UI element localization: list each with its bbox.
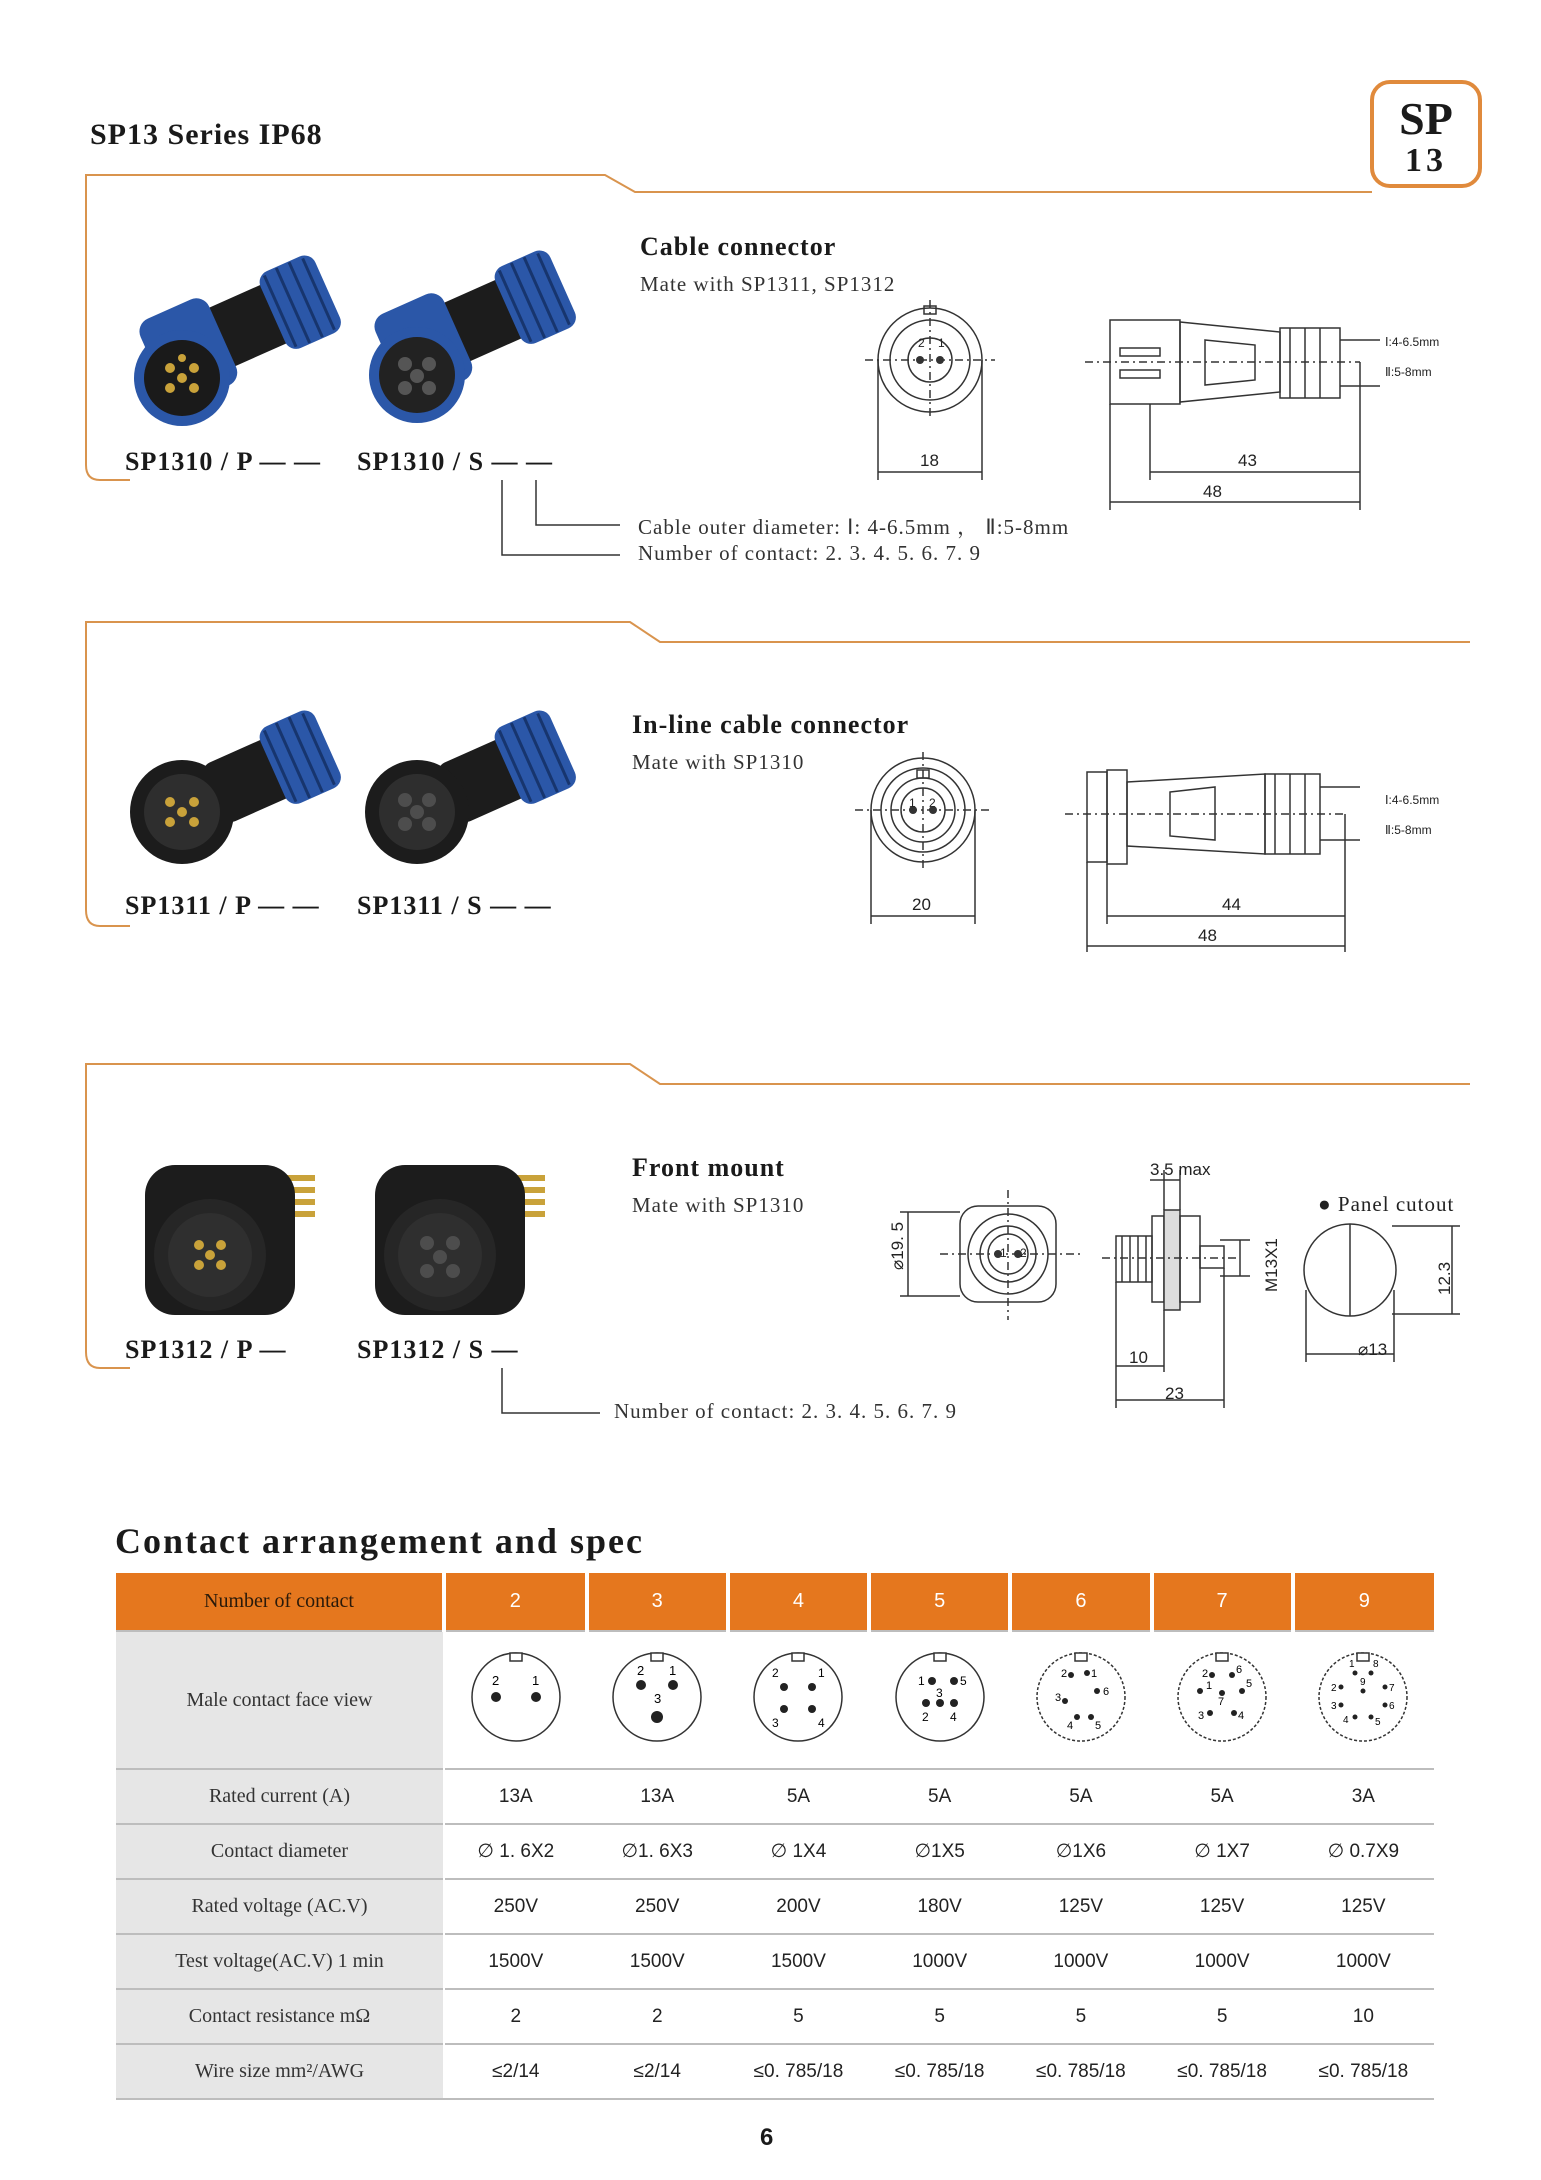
table-cell: 1500V [728, 1934, 869, 1989]
badge-top: SP [1399, 93, 1453, 144]
face-pin-label: 1 [917, 1674, 925, 1688]
section-title-inline: In-line cable connector [632, 710, 910, 739]
table-cell: 200V [728, 1879, 869, 1934]
table-cell: 1000V [1293, 1934, 1434, 1989]
product-photo-sp1310-p [110, 245, 360, 435]
face-diagram-5 [890, 1647, 990, 1747]
front-mount-drawing [880, 1150, 1480, 1420]
table-cell: ≤2/14 [587, 2044, 728, 2099]
table-row [116, 1934, 1434, 1989]
model-sp1311-p: SP1311 / P — — [125, 891, 320, 920]
face-2pin [444, 1631, 587, 1769]
inline-dim-44: 44 [1222, 895, 1241, 914]
cable-diameter-note: Cable outer diameter: Ⅰ: 4-6.5mm ， Ⅱ:5-8mm [638, 515, 1070, 539]
table-cell: 5 [1152, 1989, 1293, 2044]
inline-pin-1: 1 [909, 796, 916, 810]
face-pin-label: 4 [1066, 1720, 1074, 1732]
model-sp1310-p: SP1310 / P — — [125, 447, 322, 476]
inline-pin-2: 2 [929, 796, 936, 810]
front-pin-1: 1 [1000, 1246, 1007, 1260]
face-9pin [1293, 1631, 1434, 1769]
face-diagram-3 [607, 1647, 707, 1747]
header-contact-6: 6 [1010, 1573, 1151, 1631]
table-cell: 5 [1010, 1989, 1151, 2044]
table-cell: ∅1. 6X3 [587, 1824, 728, 1879]
header-contact-3: 3 [587, 1573, 728, 1631]
table-cell: 2 [587, 1989, 728, 2044]
table-cell: 5A [869, 1769, 1010, 1824]
table-cell: 125V [1010, 1879, 1151, 1934]
face-pin-label: 7 [1389, 1683, 1395, 1694]
face-pin-label: 2 [1060, 1668, 1068, 1680]
face-pin-label: 2 [1202, 1668, 1209, 1680]
cable-connector-drawing [860, 300, 1380, 520]
table-cell: 1000V [1152, 1934, 1293, 1989]
face-7pin [1152, 1631, 1293, 1769]
face-4pin [728, 1631, 869, 1769]
cable-contact-note: Number of contact: 2. 3. 4. 5. 6. 7. 9 [638, 541, 982, 565]
face-pin-label: 7 [1218, 1696, 1225, 1708]
section-mate-inline: Mate with SP1310 [632, 750, 805, 774]
header-contact-7: 7 [1152, 1573, 1293, 1631]
table-cell: ≤2/14 [444, 2044, 587, 2099]
page-title: SP13 Series IP68 [90, 118, 323, 151]
face-pin-label: 1 [1090, 1668, 1098, 1680]
inline-dim-range-1: Ⅰ:4-6.5mm [1385, 793, 1440, 807]
face-view-row [116, 1631, 1434, 1769]
cable-pin-2: 2 [918, 336, 925, 350]
table-cell: ∅ 1X7 [1152, 1824, 1293, 1879]
table-cell: 5A [1010, 1769, 1151, 1824]
spec-title: Contact arrangement and spec [115, 1521, 644, 1561]
inline-dim-20: 20 [912, 895, 931, 914]
row-label: Contact diameter [116, 1824, 444, 1879]
header-contact-4: 4 [728, 1573, 869, 1631]
table-row [116, 2044, 1434, 2099]
face-pin-label: 8 [1373, 1659, 1379, 1670]
inline-dim-range-2: Ⅱ:5-8mm [1385, 823, 1432, 837]
table-cell: ∅1X6 [1010, 1824, 1151, 1879]
face-pin-label: 3 [654, 1691, 662, 1706]
face-3pin [587, 1631, 728, 1769]
header-contact-9: 9 [1293, 1573, 1434, 1631]
face-pin-label: 5 [1246, 1678, 1253, 1690]
header-contact-5: 5 [869, 1573, 1010, 1631]
front-dim-3-5-max: 3.5 max [1150, 1160, 1211, 1179]
table-cell: ∅ 0.7X9 [1293, 1824, 1434, 1879]
face-diagram-6 [1031, 1647, 1131, 1747]
section-title-front: Front mount [632, 1153, 785, 1182]
section-mate-cable: Mate with SP1311, SP1312 [640, 272, 896, 296]
face-pin-label: 5 [1094, 1720, 1102, 1732]
product-photo-sp1311-p [110, 700, 360, 890]
face-5pin [869, 1631, 1010, 1769]
front-dim-10: 10 [1129, 1348, 1148, 1367]
table-cell: 10 [1293, 1989, 1434, 2044]
table-cell: 5A [1152, 1769, 1293, 1824]
table-row [116, 1989, 1434, 2044]
face-diagram-2 [466, 1647, 566, 1747]
table-row [116, 1769, 1434, 1824]
face-pin-label: 2 [491, 1673, 500, 1688]
table-cell: 2 [444, 1989, 587, 2044]
cable-dim-43: 43 [1238, 451, 1257, 470]
table-cell: 125V [1293, 1879, 1434, 1934]
section-title-cable: Cable connector [640, 232, 837, 261]
table-cell: 3A [1293, 1769, 1434, 1824]
cable-dim-48: 48 [1203, 482, 1222, 501]
table-cell: 1000V [869, 1934, 1010, 1989]
face-pin-label: 3 [935, 1686, 943, 1700]
face-pin-label: 3 [1198, 1710, 1205, 1722]
face-pin-label: 2 [921, 1710, 929, 1724]
face-view-label: Male contact face view [116, 1631, 444, 1769]
face-diagram-4 [748, 1647, 848, 1747]
table-cell: 5 [728, 1989, 869, 2044]
row-label: Rated current (A) [116, 1769, 444, 1824]
inline-connector-drawing [845, 752, 1365, 962]
table-row [116, 1879, 1434, 1934]
table-cell: 250V [444, 1879, 587, 1934]
face-pin-label: 2 [637, 1663, 645, 1678]
table-cell: 180V [869, 1879, 1010, 1934]
table-cell: 1000V [1010, 1934, 1151, 1989]
face-pin-label: 4 [1238, 1710, 1245, 1722]
face-pin-label: 1 [1349, 1659, 1355, 1670]
table-cell: 13A [587, 1769, 728, 1824]
table-cell: ∅1X5 [869, 1824, 1010, 1879]
spec-table [116, 1573, 1434, 2100]
front-contact-note: Number of contact: 2. 3. 4. 5. 6. 7. 9 [614, 1399, 958, 1423]
face-pin-label: 6 [1102, 1686, 1110, 1698]
model-sp1310-s: SP1310 / S — — [357, 447, 554, 476]
header-number-of-contact: Number of contact [116, 1573, 444, 1631]
page-number: 6 [760, 2124, 774, 2151]
product-photo-sp1310-s [345, 240, 595, 435]
face-pin-label: 1 [1206, 1680, 1213, 1692]
table-cell: 5 [869, 1989, 1010, 2044]
cable-pin-1: 1 [938, 336, 945, 350]
face-pin-label: 4 [1343, 1715, 1349, 1726]
face-pin-label: 5 [1375, 1717, 1381, 1728]
face-pin-label: 1 [818, 1666, 826, 1680]
badge-bottom: 13 [1405, 142, 1447, 179]
product-photo-sp1312-s [355, 1145, 555, 1345]
table-cell: 1500V [444, 1934, 587, 1989]
table-cell: 125V [1152, 1879, 1293, 1934]
table-cell: ≤0. 785/18 [1293, 2044, 1434, 2099]
face-pin-label: 3 [1054, 1692, 1062, 1704]
face-pin-label: 6 [1389, 1701, 1395, 1712]
front-dim-19-5: ⌀19. 5 [888, 1221, 907, 1270]
header-contact-2: 2 [444, 1573, 587, 1631]
table-cell: 13A [444, 1769, 587, 1824]
front-dim-12-3: 12.3 [1435, 1261, 1454, 1295]
face-pin-label: 2 [772, 1666, 780, 1680]
face-pin-label: 4 [818, 1716, 826, 1730]
face-pin-label: 9 [1360, 1677, 1366, 1688]
face-6pin [1010, 1631, 1151, 1769]
row-label: Wire size mm²/AWG [116, 2044, 444, 2099]
cable-dim-range-2: Ⅱ:5-8mm [1385, 365, 1432, 379]
front-dim-m13x1: M13X1 [1262, 1238, 1281, 1292]
model-sp1312-p: SP1312 / P — [125, 1335, 287, 1364]
cable-dim-range-1: Ⅰ:4-6.5mm [1385, 335, 1440, 349]
face-diagram-7 [1172, 1647, 1272, 1747]
front-dim-13: ⌀13 [1358, 1340, 1388, 1359]
face-pin-label: 1 [531, 1673, 540, 1688]
table-cell: ∅ 1. 6X2 [444, 1824, 587, 1879]
panel-cutout-label: ● Panel cutout [1318, 1192, 1455, 1216]
table-cell: ≤0. 785/18 [728, 2044, 869, 2099]
model-sp1312-s: SP1312 / S — [357, 1335, 519, 1364]
product-photo-sp1311-s [345, 700, 595, 890]
row-label: Test voltage(AC.V) 1 min [116, 1934, 444, 1989]
face-pin-label: 3 [772, 1716, 780, 1730]
table-cell: ≤0. 785/18 [1152, 2044, 1293, 2099]
table-row [116, 1824, 1434, 1879]
face-pin-label: 3 [1331, 1701, 1337, 1712]
row-label: Rated voltage (AC.V) [116, 1879, 444, 1934]
face-pin-label: 4 [949, 1710, 957, 1724]
table-cell: ≤0. 785/18 [1010, 2044, 1151, 2099]
table-cell: ∅ 1X4 [728, 1824, 869, 1879]
cable-dim-18: 18 [920, 451, 939, 470]
model-sp1311-s: SP1311 / S — — [357, 891, 552, 920]
face-diagram-9 [1313, 1647, 1413, 1747]
table-cell: ≤0. 785/18 [869, 2044, 1010, 2099]
face-pin-label: 1 [669, 1663, 677, 1678]
table-cell: 250V [587, 1879, 728, 1934]
inline-dim-48: 48 [1198, 926, 1217, 945]
table-cell: 5A [728, 1769, 869, 1824]
front-pin-2: 2 [1020, 1246, 1027, 1260]
row-label: Contact resistance mΩ [116, 1989, 444, 2044]
spec-header-row [116, 1573, 1434, 1631]
front-dim-23: 23 [1165, 1384, 1184, 1403]
product-photo-sp1312-p [125, 1145, 325, 1345]
face-pin-label: 6 [1236, 1664, 1243, 1676]
section-mate-front: Mate with SP1310 [632, 1193, 805, 1217]
face-pin-label: 2 [1331, 1683, 1337, 1694]
face-pin-label: 5 [959, 1674, 967, 1688]
table-cell: 1500V [587, 1934, 728, 1989]
